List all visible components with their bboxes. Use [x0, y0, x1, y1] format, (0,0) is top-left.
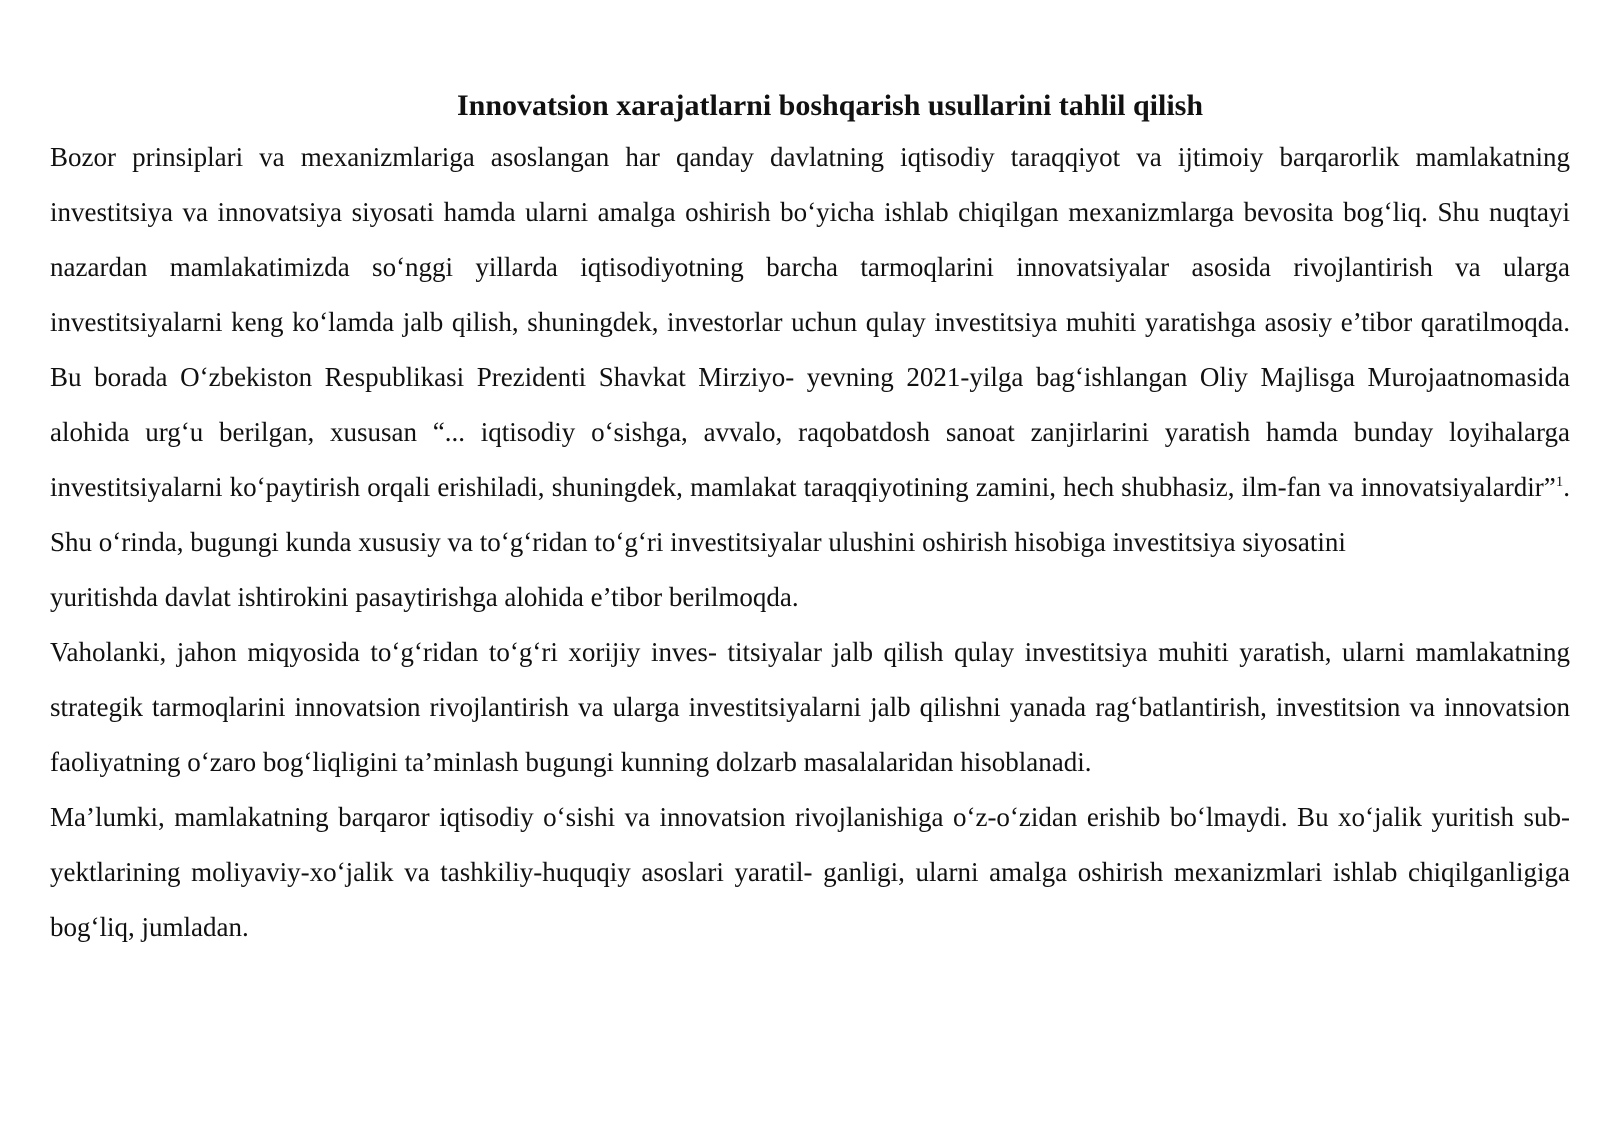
paragraph-1-continuation: . Shu o‘rinda, bugungi kunda xususiy va to‘g‘ridan to‘g‘ri investitsiyalar ulushini oshirish hisobiga investitsiya siyosatini [50, 472, 1570, 557]
document-page [50, 82, 1570, 955]
paragraph-2: Vaholanki, jahon miqyosida to‘g‘ridan to‘g‘ri xorijiy inves- titsiyalar jalb qilish qulay investitsiya muhiti yaratish, ularni mamlakatning strategik tarmoqlarini innovatsion rivojlantirish va ularga investitsiyalarni jalb qilishni yanada rag‘batlantirish, investitsion va innovatsion faoliyatning o‘zaro bog‘liqligini ta’minlash bugungi kunning dolzarb masalalaridan hisoblanadi. [50, 637, 1570, 777]
paragraph-1 [50, 130, 1570, 570]
paragraph-3: Ma’lumki, mamlakatning barqaror iqtisodiy o‘sishi va innovatsion rivojlanishiga o‘z-o‘zidan erishib bo‘lmaydi. Bu xo‘jalik yuritish sub- yektlarining moliyaviy-xo‘jalik va tashkiliy-huquqiy asoslari yaratil- ganligi, ularni amalga oshirish mexanizmlari ishlab chiqilganligiga bog‘liq, jumladan. [50, 802, 1570, 942]
paragraph-1-text: Bozor prinsiplari va mexanizmlariga asoslangan har qanday davlatning iqtisodiy taraqqiyot va ijtimoiy barqarorlik mamlakatning investitsiya va innovatsiya siyosati hamda ularni amalga oshirish bo‘yicha ishlab chiqilgan mexanizmlarga bevosita bog‘liq. Shu nuqtayi nazardan mamlakatimizda so‘nggi yillarda iqtisodiyotning barcha tarmoqlarini innovatsiyalar asosida rivojlantirish va ularga investitsiyalarni keng ko‘lamda jalb qilish, shuningdek, investorlar uchun qulay investitsiya muhiti yaratishga asosiy e’tibor qaratilmoqda. Bu borada O‘zbekiston Respublikasi Prezidenti Shavkat Mirziyo- yevning 2021-yilga bag‘ishlangan Oliy Majlisga Murojaatnomasida alohida urg‘u berilgan, xususan “... iqtisodiy o‘sishga, avvalo, raqobatdosh sanoat zanjirlarini yaratish hamda bunday loyihalarga investitsiyalarni ko‘paytirish orqali erishiladi, shuningdek, mamlakat taraqqiyotining zamini, hech shubhasiz, ilm-fan va innovatsiyalardir” [50, 142, 1570, 502]
paragraph-1-last-line: yuritishda davlat ishtirokini pasaytirishga alohida e’tibor berilmoqda. [50, 582, 799, 612]
document-title: Innovatsion xarajatlarni boshqarish usullarini tahlil qilish [456, 89, 1204, 122]
footnote-marker[interactable]: 1 [1555, 474, 1564, 490]
